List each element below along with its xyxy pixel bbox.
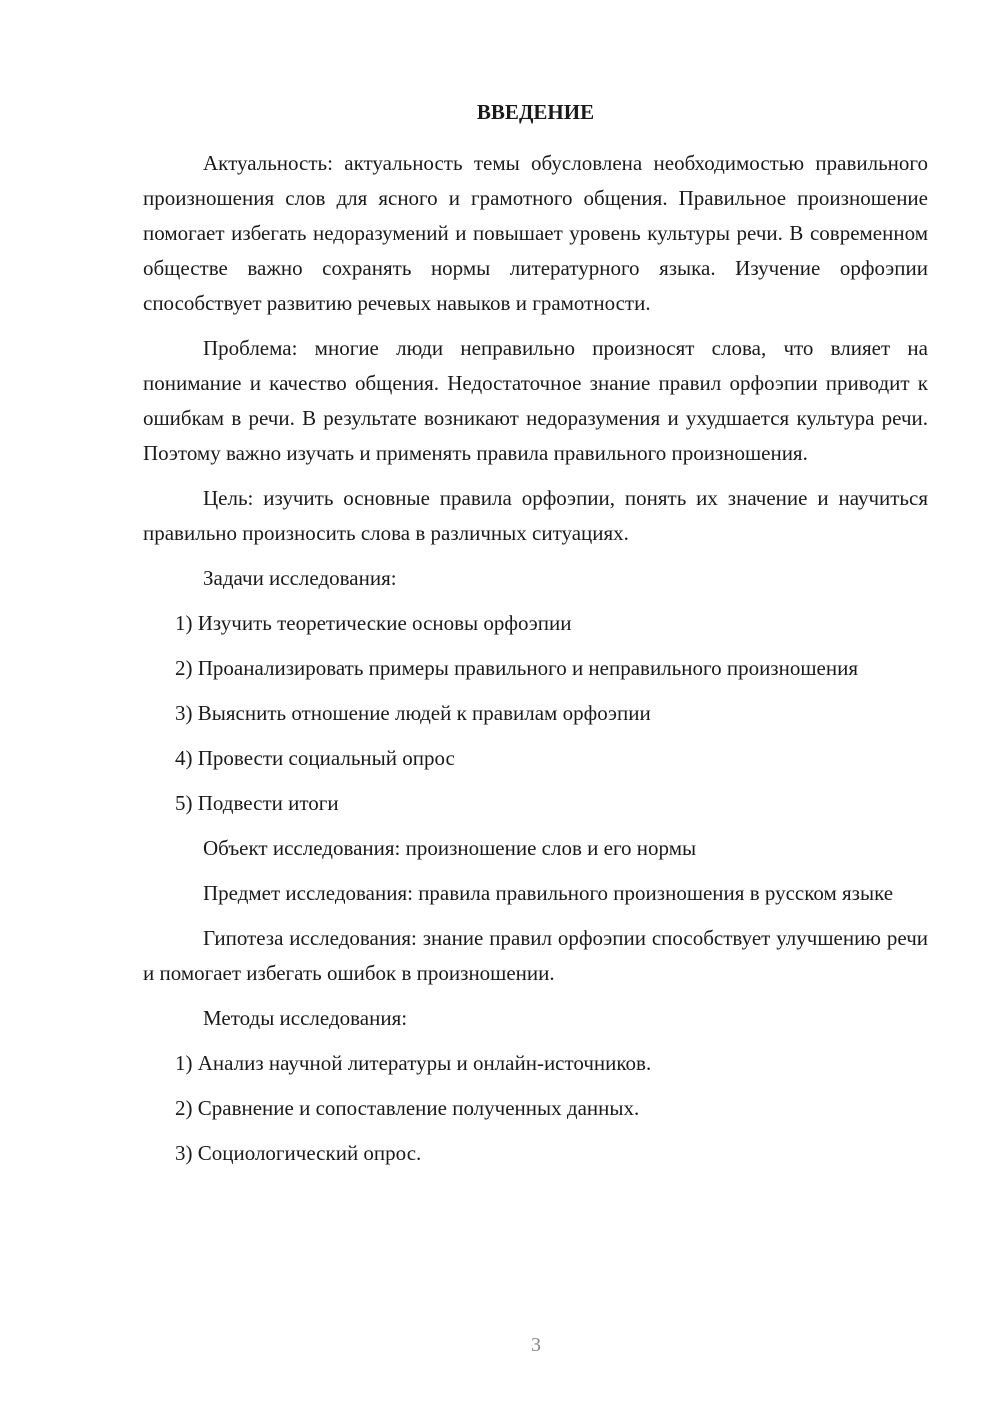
method-item-2: 2) Сравнение и сопоставление полученных данных. (175, 1096, 640, 1120)
page-number: 3 (531, 1334, 541, 1356)
paragraph-hypothesis: Гипотеза исследования: знание правил орфоэпии способствует улучшению речи и помогает избегать ошибок в произношении. (143, 926, 928, 985)
paragraph-problem: Проблема: многие люди неправильно произносят слова, что влияет на понимание и качество общения. Недостаточное знание правил орфоэпии приводит к ошибкам в речи. В результате возникают недоразумения и ухудшается культура речи. Поэтому важно изучать и применять правила правильного произношения. (143, 336, 928, 465)
task-item-4: 4) Провести социальный опрос (175, 746, 455, 770)
section-title: ВВЕДЕНИЕ (476, 100, 595, 124)
method-item-3: 3) Социологический опрос. (175, 1141, 422, 1165)
document-page (143, 100, 928, 1181)
paragraph-subject: Предмет исследования: правила правильного произношения в русском языке (203, 881, 894, 905)
paragraph-object: Объект исследования: произношение слов и его нормы (203, 836, 697, 860)
task-item-2: 2) Проанализировать примеры правильного и неправильного произношения (175, 656, 858, 680)
tasks-heading: Задачи исследования: (203, 566, 397, 590)
methods-heading: Методы исследования: (203, 1006, 408, 1030)
task-item-3: 3) Выяснить отношение людей к правилам орфоэпии (175, 701, 651, 725)
paragraph-relevance: Актуальность: актуальность темы обусловлена необходимостью правильного произношения слов для ясного и грамотного общения. Правильное произношение помогает избегать недоразумений и повышает уровень культуры речи. В современном обществе важно сохранять нормы литературного языка. Изучение орфоэпии способствует развитию речевых навыков и грамотности. (143, 151, 928, 315)
task-item-5: 5) Подвести итоги (175, 791, 339, 815)
paragraph-goal: Цель: изучить основные правила орфоэпии, понять их значение и научиться правильно произносить слова в различных ситуациях. (143, 486, 928, 545)
task-item-1: 1) Изучить теоретические основы орфоэпии (175, 611, 572, 635)
method-item-1: 1) Анализ научной литературы и онлайн-источников. (175, 1051, 652, 1075)
